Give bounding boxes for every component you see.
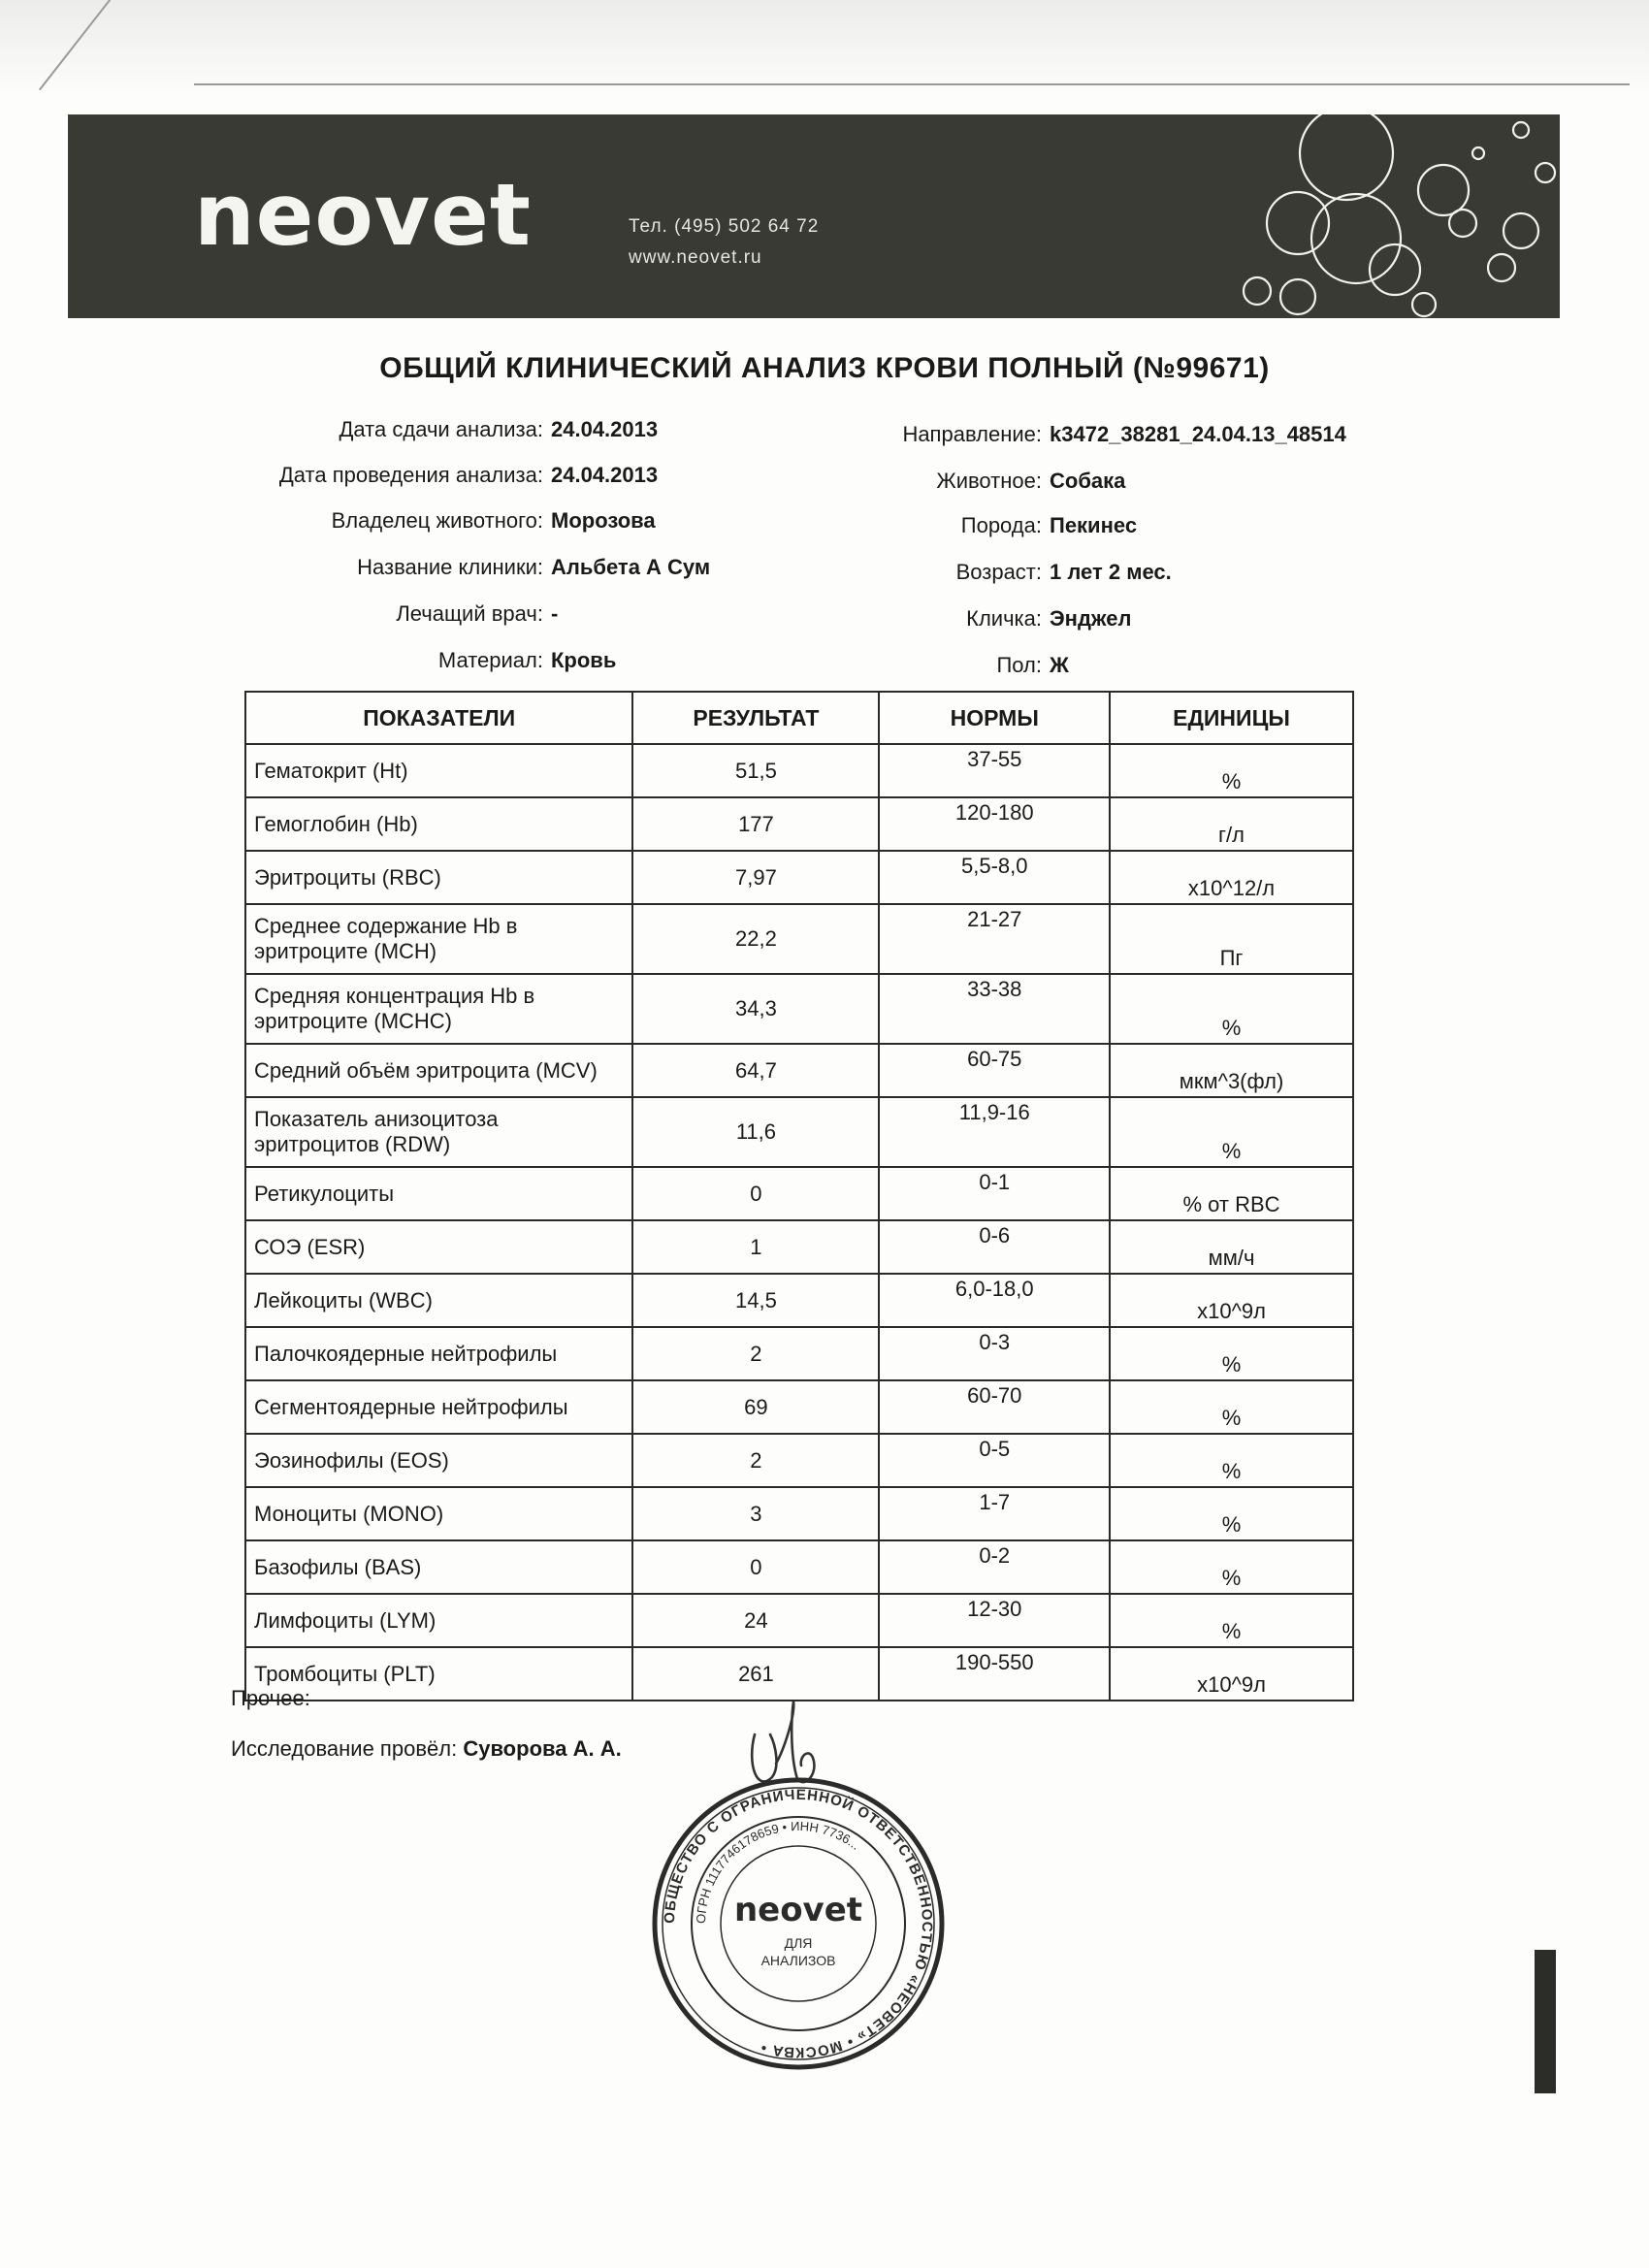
neovet-logo: neovet [194,165,532,265]
column-header: НОРМЫ [879,692,1110,744]
column-header: ПОКАЗАТЕЛИ [245,692,632,744]
phone-text: Тел. (495) 502 64 72 [629,216,820,237]
scan-edge-mark [1535,1950,1556,2093]
table-row: Ретикулоциты 0 0-1 % от RBC [245,1167,1353,1220]
table-row: Средний объём эритроцита (MCV) 64,7 60-75 мкм^3(фл) [245,1044,1353,1097]
table-row: Гематокрит (Ht) 51,5 37-55 % [245,744,1353,797]
bubbles-decoration [1152,114,1560,318]
meta-row: Возраст: 1 лет 2 мес. [955,560,1172,584]
stamp-outer-text: ОБЩЕСТВО С ОГРАНИЧЕННОЙ ОТВЕТСТВЕННОСТЬЮ «НЕОВЕТ» • МОСКВА • [661,1786,936,2061]
table-row: Лейкоциты (WBC) 14,5 6,0-18,0 x10^9л [245,1274,1353,1327]
table-row: Средняя концентрация Hb в эритроците (MCHC) 34,3 33-38 % [245,974,1353,1044]
table-row: Эритроциты (RBC) 7,97 5,5-8,0 x10^12/л [245,851,1353,904]
website-link[interactable]: www.neovet.ru [629,247,762,268]
paper-fold-line [194,83,1630,85]
table-row: Сегментоядерные нейтрофилы 69 60-70 % [245,1380,1353,1434]
meta-row: Дата сдачи анализа: 24.04.2013 [339,417,659,441]
other-label: Прочее: [231,1686,310,1710]
table-row: Тромбоциты (PLT) 261 190-550 x10^9л [245,1647,1353,1701]
clinic-stamp [648,1773,949,2074]
table-header-row [245,692,1353,744]
meta-row: Владелец животного: Морозова [331,508,656,533]
meta-row: Название клиники: Альбета А Сум [357,555,711,579]
contact-block [629,211,819,274]
stamp-logo: neovet [733,1891,863,1929]
scan-top-shadow [0,0,1649,97]
researcher-name: Суворова А. А. [463,1736,622,1761]
table-row: Среднее содержание Hb в эритроците (MCH) 22,2 21-27 Пг [245,904,1353,974]
researcher-line [231,1736,622,1762]
table-row: Лимфоциты (LYM) 24 12-30 % [245,1594,1353,1647]
researcher-label: Исследование провёл: [231,1736,458,1761]
header-banner [68,114,1560,318]
meta-row: Дата проведения анализа: 24.04.2013 [278,463,659,487]
meta-row: Кличка: Энджел [966,606,1132,631]
column-header: ЕДИНИЦЫ [1110,692,1353,744]
stamp-inner-text: ОГРН 1117746178659 • ИНН 7736... [693,1818,863,1925]
table-row: Базофилы (BAS) 0 0-2 % [245,1540,1353,1594]
table-row: Гемоглобин (Hb) 177 120-180 г/л [245,797,1353,851]
meta-row: Направление: k3472_38281_24.04.13_48514 [902,422,1346,446]
meta-row: Порода: Пекинес [960,513,1138,537]
column-header: РЕЗУЛЬТАТ [632,692,879,744]
table-row: Эозинофилы (EOS) 2 0-5 % [245,1434,1353,1487]
table-row: Палочкоядерные нейтрофилы 2 0-3 % [245,1327,1353,1380]
meta-row: Материал: Кровь [437,648,617,672]
table-row: Показатель анизоцитоза эритроцитов (RDW) 11,6 11,9-16 % [245,1097,1353,1167]
stamp-sub-1: ДЛЯ [784,1935,813,1951]
document-title: ОБЩИЙ КЛИНИЧЕСКИЙ АНАЛИЗ КРОВИ ПОЛНЫЙ (№99671) [379,352,1270,384]
stamp-sub-2: АНАЛИЗОВ [760,1953,836,1968]
results-table [244,691,1354,1701]
meta-row: Лечащий врач: - [396,601,559,626]
table-row: Моноциты (MONO) 3 1-7 % [245,1487,1353,1540]
meta-row: Животное: Собака [936,469,1126,493]
table-row: СОЭ (ESR) 1 0-6 мм/ч [245,1220,1353,1274]
meta-row: Пол: Ж [996,653,1069,677]
